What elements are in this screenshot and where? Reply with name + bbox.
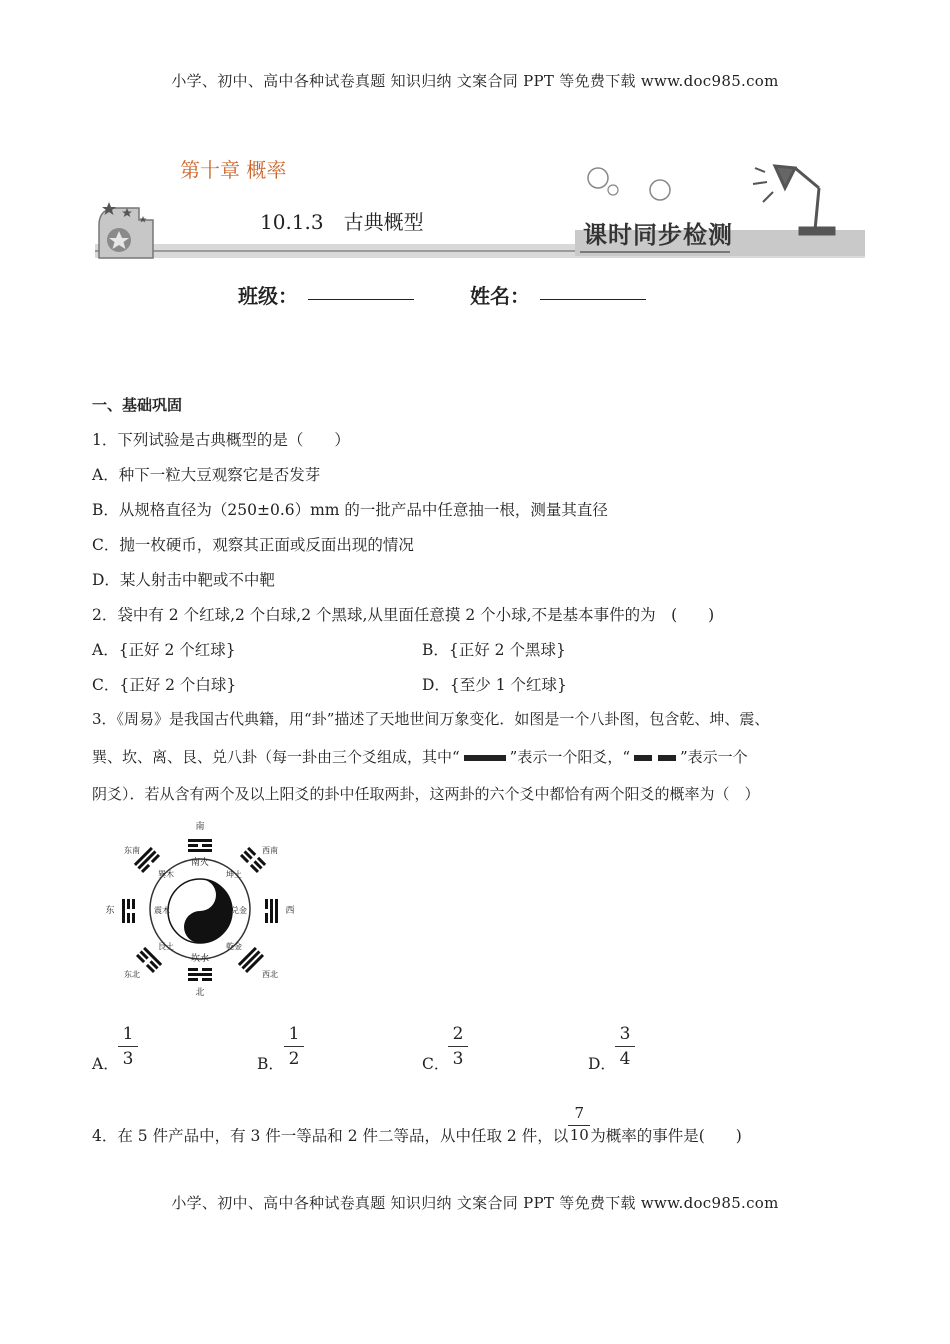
dir-right: 西 bbox=[285, 906, 295, 916]
yin-yao-symbol-right bbox=[658, 755, 676, 761]
dir-top-left: 东南 bbox=[124, 846, 140, 855]
page-header: 小学、初中、高中各种试卷真题 知识归纳 文案合同 PPT 等免费下载 www.doc985.com bbox=[171, 72, 779, 90]
q3-option-c-num: 2 bbox=[452, 1024, 464, 1044]
q4-part2: 为概率的事件是( ) bbox=[590, 1127, 742, 1145]
banner-graphic bbox=[95, 130, 865, 270]
q3-line3: 阴爻）．若从含有两个及以上阳爻的卦中任取两卦，这两卦的六个爻中都恰有两个阳爻的概率为（ ） bbox=[92, 785, 760, 803]
q3-option-b-den: 2 bbox=[288, 1049, 300, 1069]
q3-option-c-den: 3 bbox=[452, 1049, 464, 1069]
q2-option-b: B．{正好 2 个黑球} bbox=[422, 641, 566, 659]
dir-left: 东 bbox=[105, 906, 115, 916]
q2-stem: 2．袋中有 2 个红球,2 个白球,2 个黑球,从里面任意摸 2 个小球,不是基本事件的为 ( ) bbox=[92, 606, 715, 624]
q3-option-d-den: 4 bbox=[619, 1049, 631, 1069]
q3-line2 bbox=[92, 746, 748, 767]
q3-option-d-num: 3 bbox=[619, 1024, 631, 1044]
q3-line1: 3．《周易》是我国古代典籍，用“卦”描述了天地世间万象变化．如图是一个八卦图，包含乾、坤、震、 bbox=[92, 710, 770, 728]
q3-line2-c: ”表示一个 bbox=[680, 748, 748, 766]
yin-yao-symbol-left bbox=[634, 755, 652, 761]
q3-option-b-fraction bbox=[284, 1024, 304, 1069]
inner-left: 震木 bbox=[154, 906, 170, 915]
q1-stem: 1．下列试验是古典概型的是（ ） bbox=[92, 431, 350, 449]
yang-yao-symbol bbox=[464, 755, 506, 761]
inner-top: 南火 bbox=[190, 858, 210, 868]
name-label: 姓名： bbox=[470, 284, 530, 308]
section-heading: 一、基础巩固 bbox=[92, 396, 183, 414]
class-label: 班级： bbox=[238, 284, 298, 308]
dir-bottom-left: 东北 bbox=[124, 970, 140, 979]
q4-fraction-den: 10 bbox=[569, 1126, 589, 1144]
q3-option-d-label: D． bbox=[588, 1055, 616, 1073]
inner-top-right: 坤土 bbox=[226, 870, 242, 879]
dir-top-right: 西南 bbox=[262, 846, 278, 855]
q3-option-a-den: 3 bbox=[122, 1049, 134, 1069]
q3-option-b-label: B． bbox=[257, 1055, 284, 1073]
q3-line2-b: ”表示一个阳爻，“ bbox=[509, 748, 631, 766]
q4-fraction-num: 7 bbox=[574, 1104, 584, 1122]
banner bbox=[95, 130, 865, 270]
inner-bottom: 坎水 bbox=[190, 954, 210, 964]
q3-option-a-num: 1 bbox=[122, 1024, 134, 1044]
q1-option-d: D．某人射击中靶或不中靶 bbox=[92, 571, 275, 589]
page-footer: 小学、初中、高中各种试卷真题 知识归纳 文案合同 PPT 等免费下载 www.doc985.com bbox=[171, 1194, 779, 1212]
bagua-diagram bbox=[100, 815, 300, 1000]
q3-line2-a: 巽、坎、离、艮、兑八卦（每一卦由三个爻组成，其中“ bbox=[92, 748, 460, 766]
q4-part1: 4．在 5 件产品中，有 3 件一等品和 2 件二等品，从中任取 2 件，以 bbox=[92, 1127, 569, 1145]
bagua-graphic bbox=[100, 815, 300, 1000]
q1-option-c: C．抛一枚硬币，观察其正面或反面出现的情况 bbox=[92, 536, 414, 554]
q4-stem bbox=[92, 1104, 742, 1146]
q3-option-c-label: C． bbox=[422, 1055, 450, 1073]
inner-right: 兑金 bbox=[231, 906, 247, 915]
badge-title: 课时同步检测 bbox=[583, 220, 733, 249]
q1-option-b: B．从规格直径为（250±0.6）mm 的一批产品中任意抽一根，测量其直径 bbox=[92, 501, 608, 519]
chapter-title: 第十章 概率 bbox=[180, 158, 287, 182]
dir-top: 南 bbox=[195, 822, 205, 832]
star-podium-icon bbox=[99, 202, 153, 258]
q3-option-c-fraction bbox=[448, 1024, 468, 1069]
q3-option-a-fraction bbox=[118, 1024, 138, 1069]
q3-option-a-label: A． bbox=[92, 1055, 119, 1073]
class-blank[interactable] bbox=[308, 299, 414, 300]
q3-option-d-fraction bbox=[615, 1024, 635, 1069]
name-blank[interactable] bbox=[540, 299, 646, 300]
dir-bottom-right: 西北 bbox=[262, 970, 278, 979]
inner-bottom-left: 艮土 bbox=[158, 942, 174, 951]
lesson-title: 10.1.3 古典概型 bbox=[260, 210, 424, 234]
q1-option-a: A．种下一粒大豆观察它是否发芽 bbox=[92, 466, 321, 484]
q3-option-b-num: 1 bbox=[288, 1024, 300, 1044]
q2-option-d: D．{至少 1 个红球} bbox=[422, 676, 567, 694]
inner-top-left: 巽木 bbox=[158, 870, 174, 879]
desk-lamp-icon bbox=[753, 166, 834, 234]
q2-option-a: A．{正好 2 个红球} bbox=[92, 641, 236, 659]
q2-option-c: C．{正好 2 个白球} bbox=[92, 676, 237, 694]
inner-bottom-right: 乾金 bbox=[226, 942, 242, 951]
dir-bottom: 北 bbox=[195, 988, 205, 998]
